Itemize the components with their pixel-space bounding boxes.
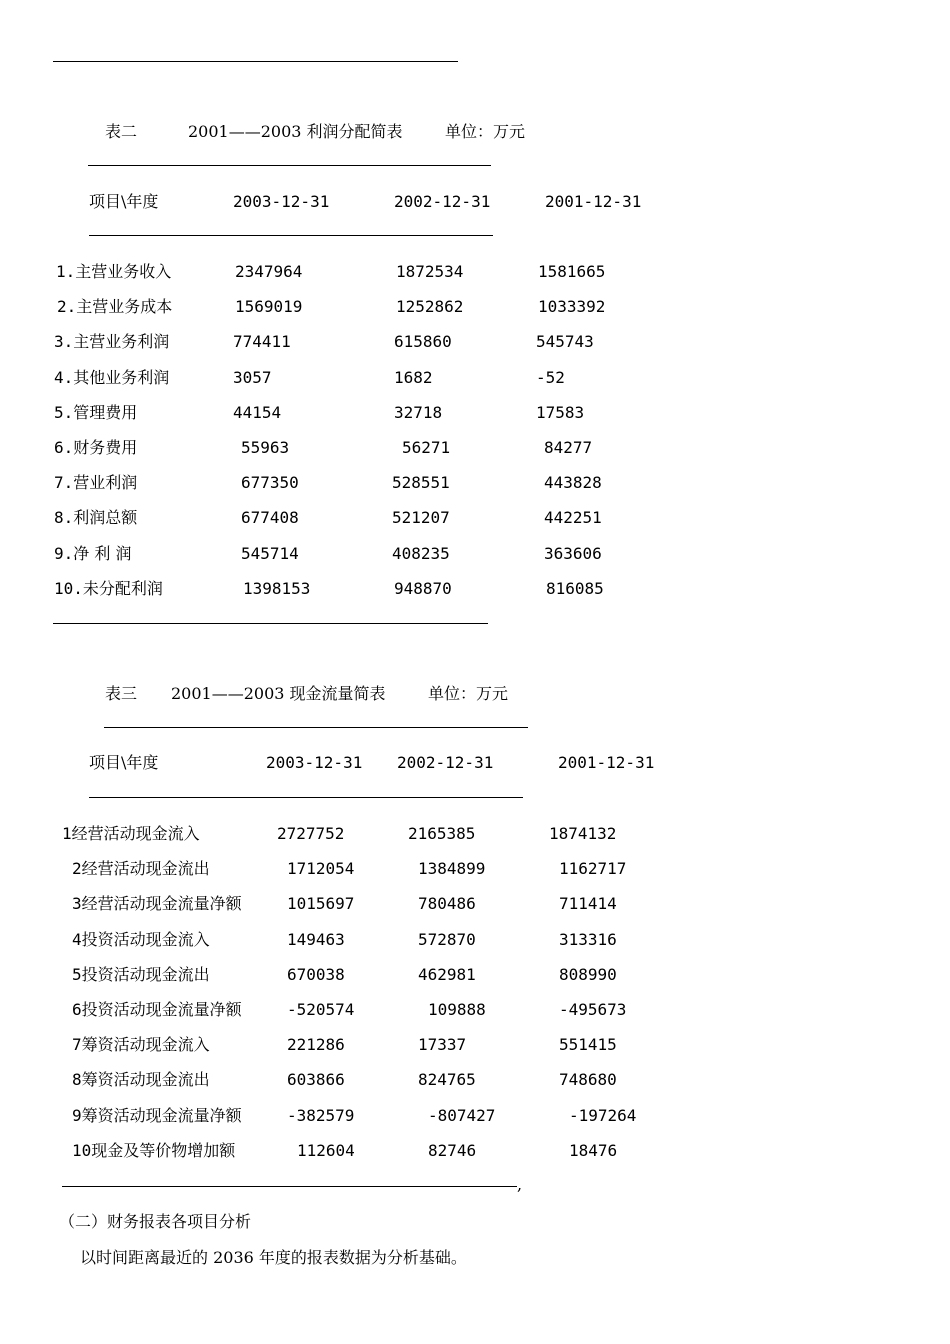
section-heading: （二）财务报表各项目分析 [59,1212,252,1231]
cell-2003: 3057 [233,368,272,387]
row-label [54,368,169,388]
row-label [72,1000,242,1020]
row-label [72,930,210,950]
cell-2003: 55963 [241,438,290,457]
top-rule [53,61,458,62]
table3-header-2001: 2001-12-31 [558,753,655,772]
row-number: 10 [72,1141,92,1160]
cell-2002: 528551 [392,473,450,492]
row-name: 财务费用 [73,438,138,457]
row-name: 现金及等价物增加额 [91,1141,236,1160]
cell-2003: 2727752 [277,824,345,843]
table2-header-rule [89,235,493,236]
row-label [54,438,137,458]
cell-2003: 677408 [241,508,299,527]
row-number: 10. [54,579,83,598]
table2-bottom-rule [53,623,488,624]
row-name: 投资活动现金流出 [81,965,210,984]
cell-2001: 84277 [544,438,593,457]
row-label [62,824,200,844]
cell-2002: 572870 [418,930,476,949]
cell-2002: 824765 [418,1070,476,1089]
row-number: 5 [72,965,82,984]
table2-label: 表二 [105,122,138,141]
row-name: 利润总额 [73,508,138,527]
table2-header-2003: 2003-12-31 [233,192,330,211]
cell-2003: -382579 [287,1106,355,1125]
row-number: 3 [72,894,82,913]
row-number: 4. [54,368,74,387]
cell-2003: 670038 [287,965,345,984]
cell-2003: 1398153 [243,579,311,598]
row-name: 营业利润 [73,473,138,492]
cell-2001: 545743 [536,332,594,351]
cell-2002: 1872534 [396,262,464,281]
cell-2001: 1874132 [549,824,617,843]
row-name: 投资活动现金流入 [81,930,210,949]
cell-2002: 521207 [392,508,450,527]
table3-unit: 单位：万元 [428,684,509,703]
cell-2003: 112604 [297,1141,355,1160]
cell-2001: -52 [536,368,565,387]
cell-2002: 82746 [428,1141,477,1160]
section-paragraph: 以时间距离最近的 2036 年度的报表数据为分析基础。 [80,1248,467,1267]
cell-2002: 615860 [394,332,452,351]
table2-header-item: 项目\年度 [89,192,159,211]
table3-top-rule [104,727,528,728]
cell-2001: 313316 [559,930,617,949]
table3-label: 表三 [105,684,138,703]
table3-header-2002: 2002-12-31 [397,753,494,772]
row-name: 未分配利润 [82,579,163,598]
row-number: 5. [54,403,74,422]
row-number: 7 [72,1035,82,1054]
row-number: 7. [54,473,74,492]
row-name: 管理费用 [73,403,138,422]
row-name: 主营业务收入 [75,262,172,281]
row-number: 1 [62,824,72,843]
row-label [72,1141,235,1161]
cell-2002: 1252862 [396,297,464,316]
cell-2001: 711414 [559,894,617,913]
row-name: 主营业务利润 [73,332,170,351]
row-label [54,544,131,564]
table3-bottom-rule [62,1186,517,1187]
row-number: 8 [72,1070,82,1089]
cell-2003: 44154 [233,403,282,422]
cell-2001: 748680 [559,1070,617,1089]
table2-unit: 单位：万元 [445,122,526,141]
row-number: 1. [56,262,76,281]
row-label [57,297,172,317]
table2-top-rule [88,165,491,166]
cell-2003: 2347964 [235,262,303,281]
cell-2002: 408235 [392,544,450,563]
table3-trailing-comma: , [517,1175,523,1194]
cell-2001: 18476 [569,1141,618,1160]
cell-2002: 32718 [394,403,443,422]
cell-2001: 1162717 [559,859,627,878]
row-label [72,1070,210,1090]
row-number: 3. [54,332,74,351]
cell-2001: 551415 [559,1035,617,1054]
cell-2003: 677350 [241,473,299,492]
cell-2002: 56271 [402,438,451,457]
row-label [72,1106,242,1126]
row-name: 投资活动现金流量净额 [81,1000,242,1019]
table2-title: 2001——2003 利润分配简表 [188,122,403,141]
row-label [72,1035,210,1055]
cell-2002: 462981 [418,965,476,984]
cell-2001: 816085 [546,579,604,598]
cell-2002: 780486 [418,894,476,913]
cell-2003: 603866 [287,1070,345,1089]
row-number: 2. [57,297,77,316]
table3-header-2003: 2003-12-31 [266,753,363,772]
cell-2002: 2165385 [408,824,476,843]
row-number: 9 [72,1106,82,1125]
cell-2001: 1581665 [538,262,606,281]
cell-2003: 774411 [233,332,291,351]
table3-title: 2001——2003 现金流量简表 [171,684,386,703]
row-name: 经营活动现金流出 [81,859,210,878]
row-name: 经营活动现金流量净额 [81,894,242,913]
cell-2001: 17583 [536,403,585,422]
row-number: 2 [72,859,82,878]
row-name: 主营业务成本 [76,297,173,316]
row-label [54,403,137,423]
row-name: 筹资活动现金流量净额 [81,1106,242,1125]
cell-2001: 443828 [544,473,602,492]
row-label [54,473,137,493]
row-number: 9. [54,544,74,563]
row-number: 4 [72,930,82,949]
table2-header-2001: 2001-12-31 [545,192,642,211]
cell-2001: -197264 [569,1106,637,1125]
row-name: 经营活动现金流入 [71,824,200,843]
row-label [72,894,242,914]
cell-2002: 109888 [428,1000,486,1019]
row-label [54,579,163,599]
cell-2001: 808990 [559,965,617,984]
row-name: 筹资活动现金流出 [81,1070,210,1089]
row-number: 6 [72,1000,82,1019]
row-label [72,859,210,879]
row-name: 其他业务利润 [73,368,170,387]
row-label [56,262,171,282]
cell-2001: 1033392 [538,297,606,316]
cell-2003: 221286 [287,1035,345,1054]
cell-2003: 545714 [241,544,299,563]
cell-2002: 1682 [394,368,433,387]
cell-2003: 149463 [287,930,345,949]
cell-2001: -495673 [559,1000,627,1019]
cell-2003: -520574 [287,1000,355,1019]
row-number: 8. [54,508,74,527]
table2-header-2002: 2002-12-31 [394,192,491,211]
table3-header-rule [89,797,523,798]
cell-2002: 948870 [394,579,452,598]
row-label [72,965,210,985]
cell-2001: 363606 [544,544,602,563]
cell-2003: 1712054 [287,859,355,878]
cell-2002: 1384899 [418,859,486,878]
row-name: 净 利 润 [73,544,132,563]
table3-header-item: 项目\年度 [89,753,159,772]
row-label [54,508,137,528]
cell-2003: 1569019 [235,297,303,316]
row-label [54,332,169,352]
cell-2002: 17337 [418,1035,467,1054]
cell-2002: -807427 [428,1106,496,1125]
row-name: 筹资活动现金流入 [81,1035,210,1054]
row-number: 6. [54,438,74,457]
cell-2003: 1015697 [287,894,355,913]
cell-2001: 442251 [544,508,602,527]
